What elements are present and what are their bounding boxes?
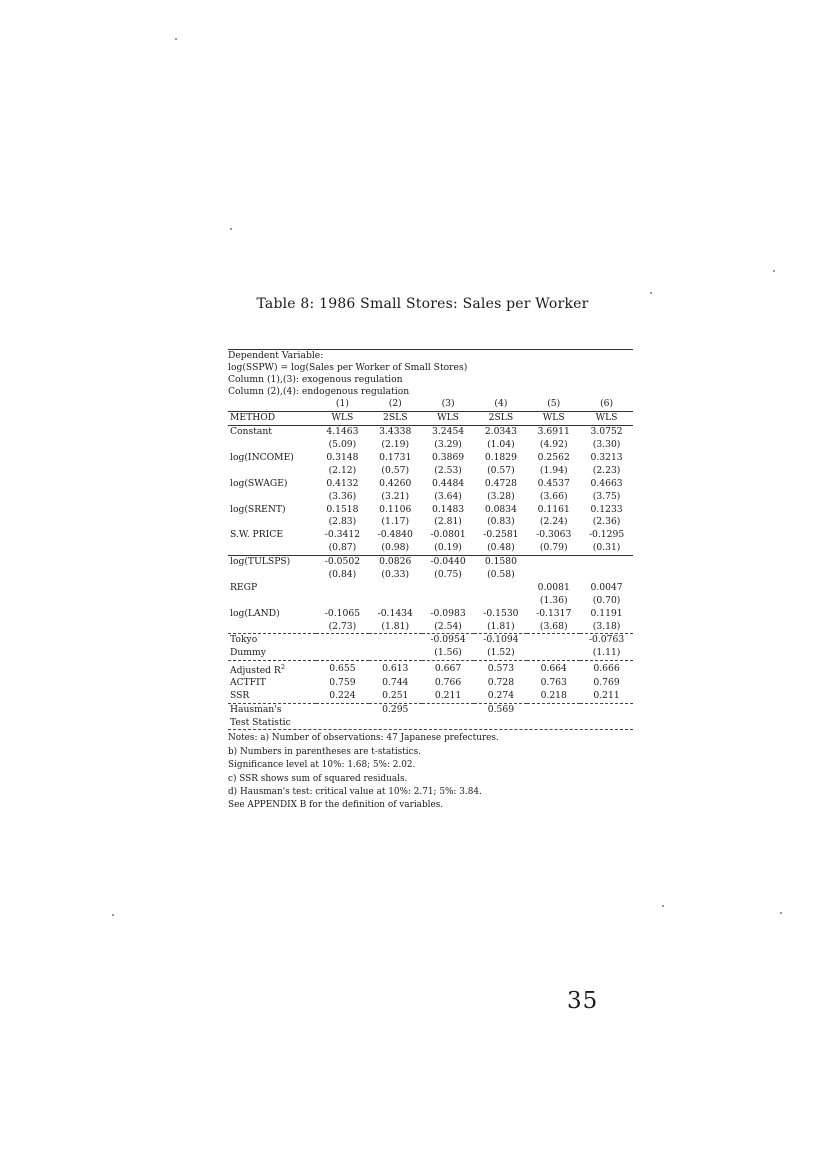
- t-row-regp: [228, 594, 633, 607]
- table-cell: 0.728: [487, 677, 515, 689]
- table-cell: (0.33): [381, 569, 410, 581]
- table-cell: (0.79): [527, 542, 580, 555]
- table-cell: -0.0983: [430, 607, 466, 619]
- row-label: [228, 569, 316, 582]
- note-line: c) SSR shows sum of squared residuals.: [228, 773, 408, 784]
- table-cell: 0.4132: [326, 477, 359, 489]
- table-cell: (2.54): [434, 620, 462, 632]
- table-cell: 0.211: [580, 690, 633, 703]
- table-cell: 0.3869: [431, 452, 465, 463]
- table-cell: (2.36): [592, 516, 621, 528]
- row-label: [228, 594, 316, 607]
- table-cell: (0.87): [316, 542, 369, 555]
- table-cell: (0.57): [381, 464, 410, 476]
- table-cell: [527, 569, 580, 582]
- table-cell: -0.1065: [324, 607, 361, 619]
- scan-speck: [780, 912, 782, 914]
- table-cell: 0.0047: [590, 581, 623, 593]
- table-cell: -0.0801: [430, 529, 466, 541]
- table-cell: 0.224: [316, 690, 369, 703]
- column-number-row: [228, 398, 633, 411]
- t-row-tulsps: [228, 569, 633, 582]
- table-cell: (3.75): [592, 490, 621, 502]
- table-cell: (1): [316, 398, 369, 411]
- stat-row-adjr2: [228, 660, 633, 677]
- table-cell: (3.68): [539, 620, 568, 632]
- row-label: Constant: [230, 426, 272, 438]
- table-cell: 2.0343: [484, 426, 517, 438]
- coef-row-swage: [228, 477, 633, 490]
- table-cell: [422, 581, 475, 594]
- table-cell: [474, 717, 527, 730]
- dependent-line-3: Column (1),(3): exogenous regulation: [228, 374, 403, 385]
- coef-row-constant: [228, 425, 633, 438]
- table-cell: 0.1829: [484, 452, 517, 463]
- table-cell: (0.70): [592, 594, 621, 606]
- page-number: 35: [567, 988, 599, 1014]
- table-cell: -0.3063: [536, 529, 572, 541]
- table-cell: -0.0954: [422, 634, 475, 647]
- table-cell: 0.667: [434, 662, 462, 674]
- row-label: SSR: [228, 690, 316, 703]
- table-cell: 0.766: [434, 677, 462, 689]
- table-cell: [316, 703, 369, 716]
- row-label: ACTFIT: [230, 677, 266, 689]
- table-cell: 0.3148: [326, 452, 359, 463]
- table-cell: [474, 581, 527, 594]
- table-cell: 0.613: [382, 662, 409, 674]
- coef-row-tokyo: [228, 634, 633, 647]
- note-line: b) Numbers in parentheses are t-statistics.: [228, 746, 421, 757]
- table-cell: 0.1233: [590, 503, 623, 515]
- row-label: log(SWAGE): [230, 477, 288, 489]
- table-cell: (4.92): [539, 439, 568, 451]
- table-cell: (0.48): [474, 542, 527, 555]
- table-cell: (1.36): [539, 594, 568, 606]
- table-cell: (1.81): [381, 620, 410, 632]
- table-cell: 0.3213: [590, 452, 623, 463]
- t-row-land: [228, 620, 633, 633]
- table-cell: [527, 634, 580, 647]
- table-cell: (2.19): [381, 439, 410, 451]
- note-line: Significance level at 10%: 1.68; 5%: 2.02.: [228, 760, 416, 771]
- table-cell: (0.83): [487, 516, 515, 528]
- row-label: log(SRENT): [230, 503, 286, 515]
- table-cell: [369, 634, 422, 647]
- table-cell: [316, 581, 369, 594]
- method-row: [228, 411, 633, 425]
- table-cell: (2.24): [539, 516, 568, 528]
- table-cell: [580, 703, 633, 716]
- table-notes: [228, 732, 633, 812]
- table-cell: 3.6911: [537, 426, 570, 438]
- table-cell: 0.1483: [431, 503, 465, 515]
- table-cell: 0.573: [487, 662, 515, 674]
- table-cell: 3.4338: [379, 426, 412, 438]
- table-cell: [369, 581, 422, 594]
- table-cell: 0.744: [382, 677, 409, 689]
- t-row-srent: [228, 516, 633, 529]
- scan-speck: [650, 292, 652, 294]
- table-cell: 0.769: [593, 677, 620, 689]
- table-cell: 3.2454: [431, 426, 465, 438]
- table-cell: 4.1463: [326, 426, 359, 438]
- scan-speck: [662, 905, 664, 907]
- row-label: [228, 398, 316, 411]
- table-cell: [422, 703, 475, 716]
- row-label: [228, 542, 316, 555]
- table-cell: [369, 647, 422, 660]
- row-label: Dummy: [228, 647, 316, 660]
- dependent-line-1: Dependent Variable:: [228, 350, 324, 361]
- table-cell: (3.36): [328, 490, 357, 502]
- table-cell: (2.12): [328, 464, 357, 476]
- coef-row-tulsps: [228, 555, 633, 568]
- table-cell: 0.0834: [484, 503, 517, 515]
- row-label: [228, 439, 316, 452]
- table-cell: 0.759: [329, 677, 356, 689]
- table-cell: [580, 569, 633, 582]
- table-cell: [316, 634, 369, 647]
- scan-speck: [112, 914, 114, 916]
- table-cell: 0.666: [593, 662, 620, 674]
- coef-row-swprice: [228, 529, 633, 542]
- row-label: [228, 516, 316, 529]
- table-cell: 0.1580: [474, 555, 527, 568]
- table-cell: -0.1530: [483, 607, 519, 619]
- row-label: Tokyo: [228, 634, 316, 647]
- table-cell: (0.31): [580, 542, 633, 555]
- table-cell: (0.84): [328, 569, 357, 581]
- table-cell: 0.4537: [537, 477, 570, 489]
- table-cell: (3.30): [592, 439, 621, 451]
- table-cell: WLS: [316, 411, 369, 425]
- dependent-variable-block: [228, 350, 633, 398]
- t-row-income: [228, 464, 633, 477]
- superscript: 2: [280, 662, 285, 671]
- table-cell: (1.94): [539, 464, 568, 476]
- table-cell: -0.0502: [316, 555, 369, 568]
- table-cell: -0.1295: [588, 529, 625, 541]
- note-line: d) Hausman's test: critical value at 10%: 2.71; 5%: 3.84.: [228, 787, 482, 798]
- coef-row-income: [228, 452, 633, 465]
- row-label: Hausman's: [230, 704, 282, 716]
- table-cell: 0.211: [422, 690, 475, 703]
- scan-speck: [175, 38, 177, 40]
- row-label: log(LAND): [230, 607, 280, 619]
- row-label: [228, 464, 316, 477]
- table-cell: 0.295: [382, 704, 409, 716]
- table-cell: 0.1191: [590, 607, 623, 619]
- table-cell: (3.28): [487, 490, 515, 502]
- table-cell: (1.56): [422, 647, 475, 660]
- row-label: S.W. PRICE: [230, 529, 284, 541]
- coef-row-land: [228, 607, 633, 620]
- table-cell: [316, 594, 369, 607]
- coefficient-table: [228, 398, 633, 729]
- table-cell: (5): [527, 398, 580, 411]
- table-cell: (1.17): [381, 516, 410, 528]
- note-line: Notes: a) Number of observations: 47 Japanese prefectures.: [228, 733, 499, 744]
- table-cell: (0.19): [422, 542, 475, 555]
- table-cell: 0.763: [540, 677, 567, 689]
- table-cell: (1.11): [580, 647, 633, 660]
- coef-row-srent: [228, 503, 633, 516]
- table-cell: -0.1317: [536, 607, 572, 619]
- row-label: Test Statistic: [230, 716, 291, 728]
- row-label: REGP: [230, 581, 258, 593]
- table-cell: [369, 594, 422, 607]
- table-cell: (6): [580, 398, 633, 411]
- table-cell: (3.21): [381, 490, 410, 502]
- coef-row-regp: [228, 581, 633, 594]
- table-cell: (2.53): [434, 464, 462, 476]
- dependent-line-2: log(SSPW) = log(Sales per Worker of Small Stores): [228, 362, 468, 373]
- table-cell: 0.0081: [537, 581, 570, 593]
- table-cell: -0.3412: [324, 529, 361, 541]
- table-cell: [580, 717, 633, 730]
- table-cell: [316, 717, 369, 730]
- table-cell: WLS: [580, 411, 633, 425]
- row-label: METHOD: [228, 411, 316, 425]
- table-cell: (0.98): [369, 542, 422, 555]
- table-cell: -0.0763: [580, 634, 633, 647]
- table-cell: [422, 717, 475, 730]
- scan-speck: [773, 270, 775, 272]
- table-cell: 0.569: [487, 704, 515, 716]
- stat-row-ssr: [228, 690, 633, 703]
- table-cell: WLS: [422, 411, 475, 425]
- table-cell: [580, 555, 633, 568]
- table-cell: 0.4728: [484, 477, 517, 489]
- table-cell: (2): [369, 398, 422, 411]
- table-cell: 3.0752: [590, 426, 623, 438]
- table-cell: [527, 647, 580, 660]
- table-cell: 2SLS: [369, 411, 422, 425]
- table-cell: (0.75): [434, 569, 462, 581]
- table-cell: [369, 717, 422, 730]
- notes-rule: [228, 729, 633, 730]
- table-cell: 0.0826: [369, 555, 422, 568]
- table-cell: 0.1518: [326, 503, 359, 515]
- table-cell: (1.81): [487, 620, 515, 632]
- table-cell: (5.09): [328, 439, 357, 451]
- scan-speck: [230, 228, 232, 230]
- table-cell: 0.4260: [379, 477, 412, 489]
- table-cell: [527, 703, 580, 716]
- table-cell: (3.29): [434, 439, 462, 451]
- table-cell: -0.2581: [483, 529, 519, 541]
- row-label: log(TULSPS): [228, 555, 316, 568]
- row-label: log(INCOME): [230, 452, 294, 463]
- t-row-tokyo: [228, 647, 633, 660]
- table-cell: (2.23): [592, 464, 621, 476]
- table-cell: (3): [422, 398, 475, 411]
- table-cell: 0.1731: [379, 452, 412, 463]
- table-cell: (3.64): [434, 490, 462, 502]
- table-cell: (3.66): [539, 490, 568, 502]
- table-cell: [527, 555, 580, 568]
- row-label: [228, 490, 316, 503]
- table-cell: 0.218: [527, 690, 580, 703]
- table-cell: 0.664: [540, 662, 567, 674]
- table-cell: [316, 647, 369, 660]
- stat-row-actfit: [228, 677, 633, 690]
- table-cell: (3.18): [592, 620, 621, 632]
- table-cell: 0.274: [474, 690, 527, 703]
- table-cell: (2.73): [328, 620, 357, 632]
- table-cell: WLS: [527, 411, 580, 425]
- table-cell: 0.251: [369, 690, 422, 703]
- table-cell: 2SLS: [474, 411, 527, 425]
- table-cell: (0.58): [487, 569, 515, 581]
- row-label: Adjusted $R^2$: [230, 662, 285, 676]
- table-cell: (1.04): [487, 439, 515, 451]
- table-cell: [422, 594, 475, 607]
- table-cell: -0.1434: [377, 607, 413, 619]
- table-cell: (2.83): [328, 516, 357, 528]
- t-row-constant: [228, 439, 633, 452]
- table-cell: (2.81): [434, 516, 462, 528]
- table-cell: 0.4663: [590, 477, 623, 489]
- table-cell: (0.57): [487, 464, 515, 476]
- table-cell: 0.2562: [537, 452, 570, 463]
- table-cell: -0.4840: [377, 529, 413, 541]
- row-label: [228, 620, 316, 633]
- stat-row-hausman-label: [228, 717, 633, 730]
- table-cell: -0.0440: [422, 555, 475, 568]
- table-cell: [474, 594, 527, 607]
- dependent-line-4: Column (2),(4): endogenous regulation: [228, 386, 410, 397]
- t-row-swprice: [228, 542, 633, 555]
- table-cell: 0.655: [329, 662, 356, 674]
- table-cell: (4): [474, 398, 527, 411]
- note-line: See APPENDIX B for the definition of variables.: [228, 800, 444, 811]
- table-cell: 0.1106: [379, 503, 412, 515]
- table-title: Table 8: 1986 Small Stores: Sales per Worker: [256, 296, 589, 312]
- t-row-swage: [228, 490, 633, 503]
- table-cell: (1.52): [474, 647, 527, 660]
- regression-table: [228, 349, 633, 813]
- table-cell: [527, 717, 580, 730]
- stat-row-hausman: [228, 703, 633, 716]
- table-cell: -0.1094: [474, 634, 527, 647]
- table-cell: 0.1161: [537, 503, 570, 515]
- table-cell: 0.4484: [431, 477, 465, 489]
